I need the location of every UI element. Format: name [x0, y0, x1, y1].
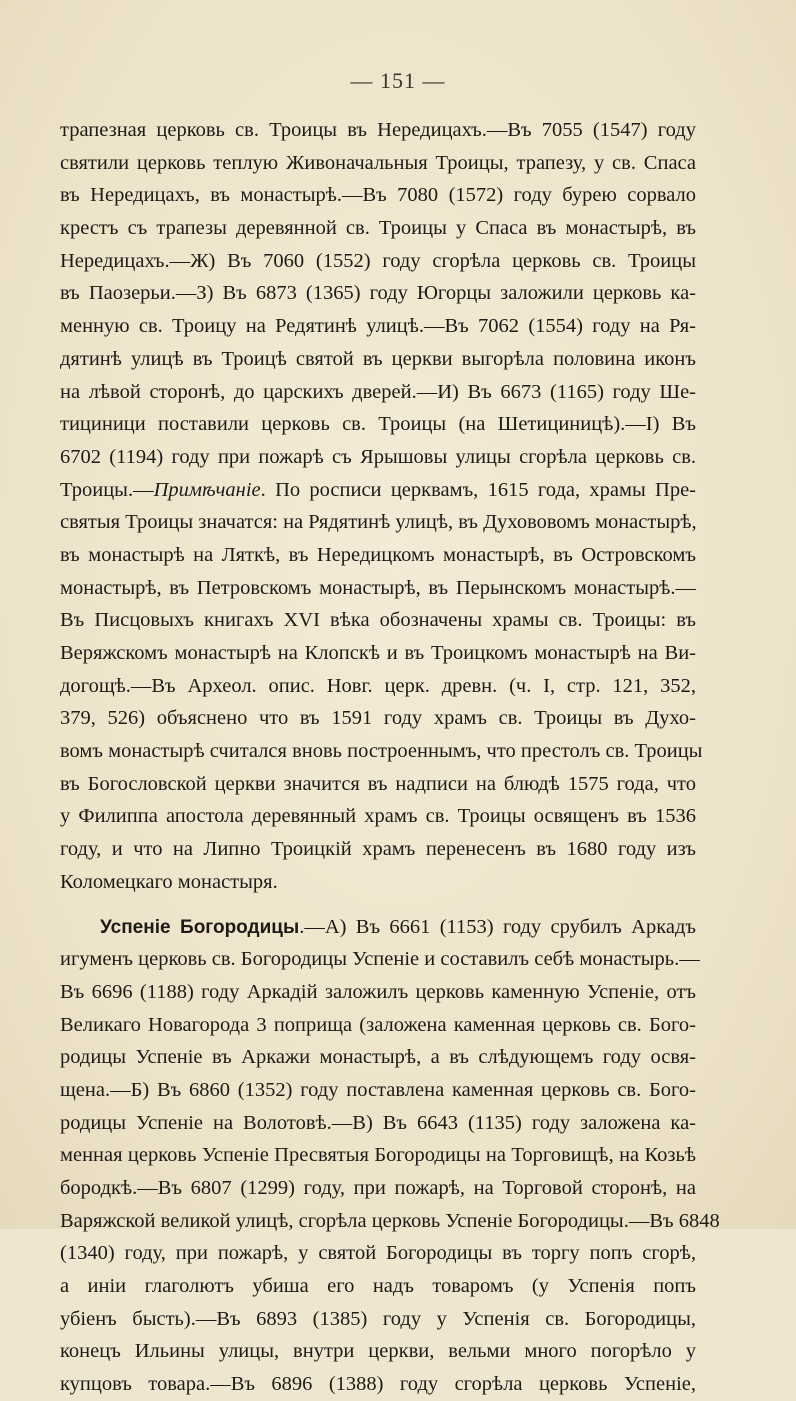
paragraph-gap [60, 899, 696, 911]
text-line: Нередицахъ.—Ж) Въ 7060 (1552) году сгорѣла церковь св. Троицы [60, 249, 696, 272]
page-number: — 151 — [350, 68, 446, 93]
text-line: убіенъ бысть).—Въ 6893 (1385) году у Успенія св. Богородицы, [60, 1307, 696, 1330]
text-line: на лѣвой сторонѣ, до царскихъ дверей.—И) Въ 6673 (1165) году Ше- [60, 380, 696, 403]
text-line: Коломецкаго монастыря. [60, 870, 278, 893]
text-line: а иніи глаголютъ убиша его надъ товаромъ (у Успенія попъ [60, 1275, 696, 1298]
text-line: менную св. Троицу на Редятинѣ улицѣ.—Въ 7062 (1554) году на Ря- [60, 315, 696, 338]
text-line: догощѣ.—Въ Археол. опис. Новг. церк. древн. (ч. I, стр. 121, 352, [60, 674, 696, 697]
text-line: трапезная церковь св. Троицы въ Нередицахъ.—Въ 7055 (1547) году [60, 119, 696, 141]
text-line: вомъ монастырѣ считался вновь построеннымъ, что престолъ св. Троицы [60, 740, 703, 763]
text-line: менная церковь Успеніе Пресвятыя Богородицы на Торговищѣ, на Козьѣ [60, 1144, 696, 1167]
text-line: родицы Успеніе въ Аркажи монастырѣ, а въ слѣдующемъ году освя- [60, 1046, 696, 1069]
text-line: (1340) году, при пожарѣ, у святой Богородицы въ торгу попъ сгорѣ, [60, 1242, 696, 1265]
text-line: у Филиппа апостола деревянный храмъ св. Троицы освященъ въ 1536 [60, 805, 696, 828]
text-block [60, 114, 720, 1401]
text-line: святыя Троицы значатся: на Рядятинѣ улицѣ, въ Духововомъ монастырѣ, [60, 511, 697, 534]
text-line: щена.—Б) Въ 6860 (1352) году поставлена каменная церковь св. Бого- [60, 1078, 696, 1101]
text-line: дятинѣ улицѣ въ Троицѣ святой въ церкви выгорѣла половина иконъ [60, 347, 696, 370]
note-label: Примѣчаніе [153, 478, 261, 501]
text-line: игуменъ церковь св. Богородицы Успеніе и составилъ себѣ монастырь.— [60, 948, 700, 971]
text-line: Варяжской великой улицѣ, сгорѣла церковь Успеніе Богородицы.—Въ 6848 [60, 1209, 720, 1232]
text-line: въ монастырѣ на Ляткѣ, въ Нередицкомъ монастырѣ, въ Островскомъ [60, 543, 696, 566]
text-line: въ Паозерьи.—З) Въ 6873 (1365) году Югорцы заложили церковь ка- [60, 282, 696, 305]
text-line: 6702 (1194) году при пожарѣ съ Ярышовы улицы сгорѣла церковь св. [60, 445, 696, 468]
section-heading: Успеніе Богородицы [100, 916, 300, 938]
text-line-note [60, 474, 696, 507]
text-line: крестъ съ трапезы деревянной св. Троицы у Спаса въ монастырѣ, въ [60, 217, 696, 240]
text-line: 379, 526) объяснено что въ 1591 году храмъ св. Троицы въ Духо- [60, 707, 696, 730]
heading-continuation: .—А) Въ 6661 (1153) году срубилъ Аркадъ [299, 915, 696, 938]
text-line: Великаго Новагорода 3 поприща (заложена каменная церковь св. Бого- [60, 1013, 696, 1036]
text-line: монастырѣ, въ Петровскомъ монастырѣ, въ Перынскомъ монастырѣ.— [60, 576, 696, 599]
text-line: Въ 6696 (1188) году Аркадій заложилъ церковь каменную Успеніе, отъ [60, 980, 696, 1003]
paragraph-dormition [60, 911, 720, 1401]
text-line: Веряжскомъ монастырѣ на Клопскѣ и въ Троицкомъ монастырѣ на Ви- [60, 642, 696, 664]
text-line: купцовъ товара.—Въ 6896 (1388) году сгорѣла церковь Успеніе, [60, 1373, 696, 1396]
text-line: году, и что на Липно Троицкій храмъ перенесенъ въ 1680 году изъ [60, 838, 696, 861]
text-line: бородкѣ.—Въ 6807 (1299) году, при пожарѣ, на Торговой сторонѣ, на [60, 1177, 696, 1199]
paragraph-trinity [60, 114, 703, 899]
text-line-heading [60, 911, 696, 944]
text-line: въ Богословской церкви значится въ надписи на блюдѣ 1575 года, что [60, 772, 696, 795]
text-line: тициници поставили церковь св. Троицы (на Шетициницѣ).—І) Въ [60, 413, 696, 436]
text-line: родицы Успеніе на Волотовѣ.—В) Въ 6643 (1135) году заложена ка- [60, 1111, 696, 1134]
text-line: въ Нередицахъ, въ монастырѣ.—Въ 7080 (1572) году бурею сорвало [60, 184, 696, 207]
text-line: Въ Писцовыхъ книгахъ XVI вѣка обозначены храмы св. Троицы: въ [60, 609, 696, 632]
note-prefix: Троицы.— [60, 478, 154, 501]
note-text: . По росписи церквамъ, 1615 года, храмы Пре- [260, 478, 696, 501]
text-line: святили церковь теплую Живоначальныя Троицы, трапезу, у св. Спаса [60, 151, 696, 174]
text-line: конецъ Ильины улицы, внутри церкви, вельми много погорѣло у [60, 1340, 696, 1363]
